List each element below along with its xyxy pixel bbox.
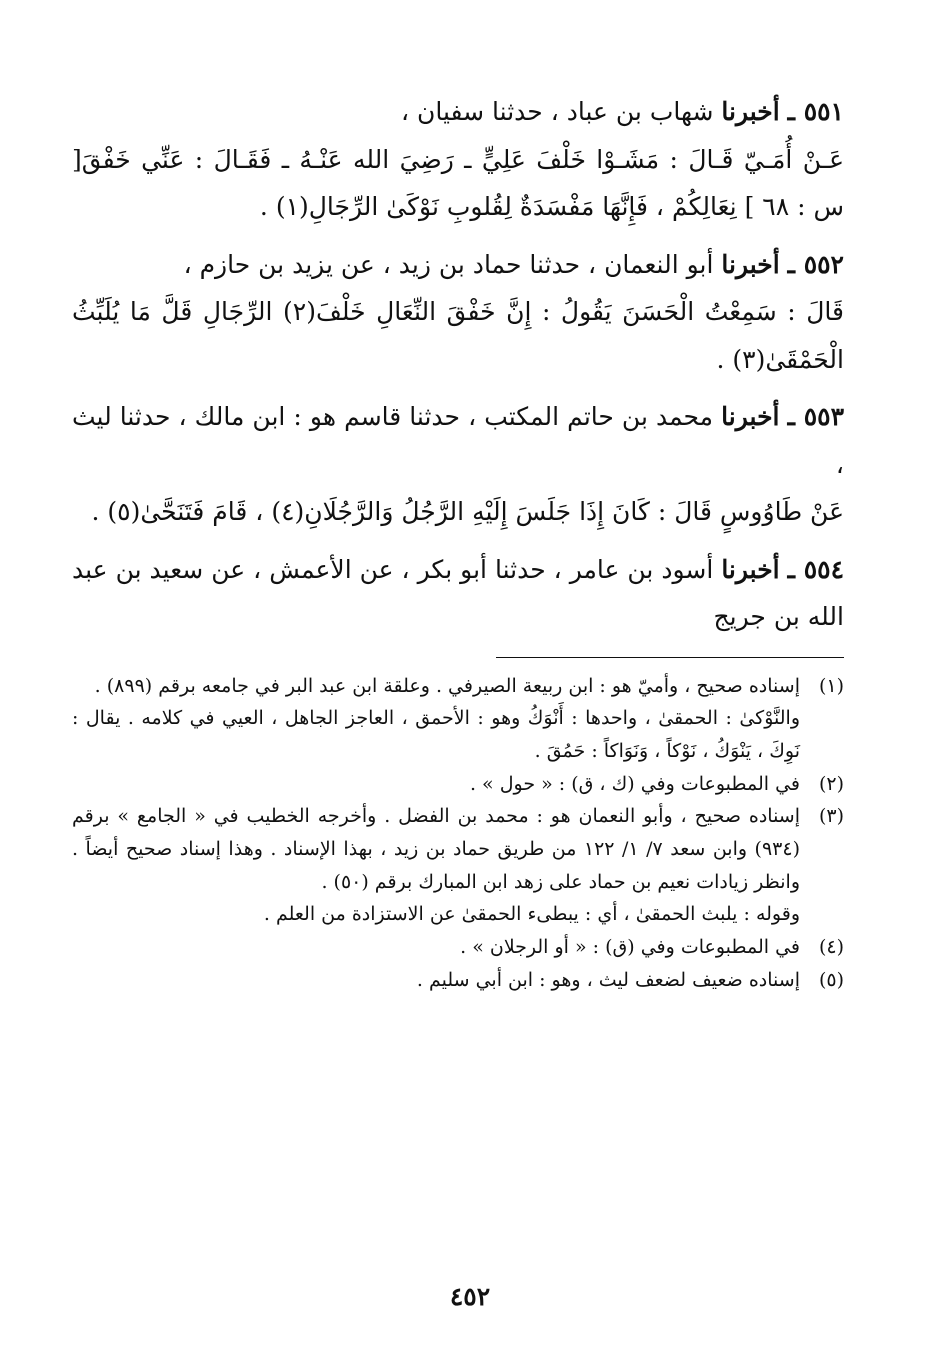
footnote-text: إسناده ضعيف لضعف ليث ، وهو : ابن أبي سليم . (416, 968, 800, 991)
hadith-text: عَنْ طَاوُوسٍ قَالَ : كَانَ إِذَا جَلَسَ إِلَيْهِ الرَّجُلُ وَالرَّجُلَانِ(٤) ، قَامَ فَتَنَحَّىٰ(٥) . (91, 497, 844, 526)
footnote-number: (٢) (818, 772, 844, 795)
hadith-chain (72, 546, 844, 641)
page-body (72, 88, 844, 996)
footnote-number: (٣) (818, 805, 844, 828)
footnote-4 (72, 931, 844, 964)
hadith-chain (72, 241, 844, 289)
footnote-text: في المطبوعات وفي (ق) : « أو الرجلان » . (460, 935, 800, 958)
hadith-number: ٥٥٢ ـ (787, 249, 844, 279)
footnote-number: (١) (818, 674, 844, 697)
footnote-text: في المطبوعات وفي (ك ، ق) : « حول » . (469, 772, 800, 795)
footnote-continuation: وقوله : يلبث الحمقىٰ ، أي : يبطىء الحمقىٰ عن الاستزادة من العلم . (263, 903, 800, 926)
hadith-chain-text: شهاب بن عباد ، حدثنا سفيان ، (400, 97, 714, 126)
footnote-5 (72, 964, 844, 997)
footnotes (72, 670, 844, 997)
hadith-lead: أخبرنا (721, 402, 780, 431)
hadith-lead: أخبرنا (721, 249, 780, 279)
hadith-text: قَالَ : سَمِعْتُ الْحَسَنَ يَقُولُ : إِنَّ خَفْقَ النِّعَالِ خَلْفَ(٢) الرِّجَالِ قَلَّ مَا يُلَبِّثُ الْحَمْقَىٰ(٣) . (72, 297, 844, 374)
page-number: ٤٥٢ (449, 1282, 491, 1311)
hadith-552 (72, 241, 844, 384)
hadith-551 (72, 88, 844, 231)
hadith-lead: أخبرنا (721, 554, 780, 584)
hadith-chain-text: أسود بن عامر ، حدثنا أبو بكر ، عن الأعمش ، عن سعيد بن عبد الله بن جريج (72, 554, 844, 631)
hadith-number: ٥٥٤ ـ (787, 554, 845, 584)
footnote-text: إسناده صحيح ، وأميّ هو : ابن ربيعة الصيرفي . وعلقة ابن عبد البر في جامعه برقم (٨٩٩) . (94, 674, 800, 697)
hadith-chain-text: أبو النعمان ، حدثنا حماد بن زيد ، عن يزيد بن حازم ، (183, 249, 714, 279)
footnote-number: (٤) (818, 935, 844, 958)
hadith-chain-text: محمد بن حاتم المكتب ، حدثنا قاسم هو : ابن مالك ، حدثنا ليث ، (72, 402, 844, 479)
footnote-3 (72, 800, 844, 898)
footnote-number: (٥) (818, 968, 844, 991)
hadith-chain (72, 88, 844, 136)
hadith-number: ٥٥٣ ـ (787, 402, 845, 431)
footnote-text: إسناده صحيح ، وأبو النعمان هو : محمد بن الفضل . وأخرجه الخطيب في « الجامع » برقم (٩٣٤) وابن سعد ٧/ ١/ ١٢٢ من طريق حماد بن زيد ، بهذا الإسناد . وهذا إسناد صحيح أيضاً . وانظر زيادات نعيم بن حماد على زهد ابن المبارك برقم (٥٠) . (72, 805, 800, 893)
hadith-text: عَـنْ أُمَـيّ قَـالَ : مَشَـوْا خَلْفَ عَلِيٍّ ـ رَضِيَ الله عَنْـهُ ـ فَقَـالَ : عَنِّي خَفْقَ[ س : ٦٨ ] نِعَالِكُمْ ، فَإِنَّهَا مَفْسَدَةٌ لِقُلوبِ نَوْكَىٰ الرِّجَالِ(١) . (72, 144, 844, 221)
hadith-lead: أخبرنا (721, 97, 780, 126)
hadith-number: ٥٥١ ـ (787, 97, 844, 126)
footnote-continuation: والنَّوْكىٰ : الحمقىٰ ، واحدها : أَنْوَكُ وهو : الأحمق ، العاجز الجاهل ، العيي في كلامه . يقال : نَوِكَ ، يَنْوَكُ ، نَوْكاً ، وَنَوَاكاً : حَمُقَ . (72, 707, 800, 762)
hadith-chain (72, 393, 844, 488)
hadith-554 (72, 546, 844, 641)
footnote-2 (72, 768, 844, 801)
hadith-553 (72, 393, 844, 536)
footnote-divider (496, 657, 844, 658)
footnote-1 (72, 670, 844, 703)
